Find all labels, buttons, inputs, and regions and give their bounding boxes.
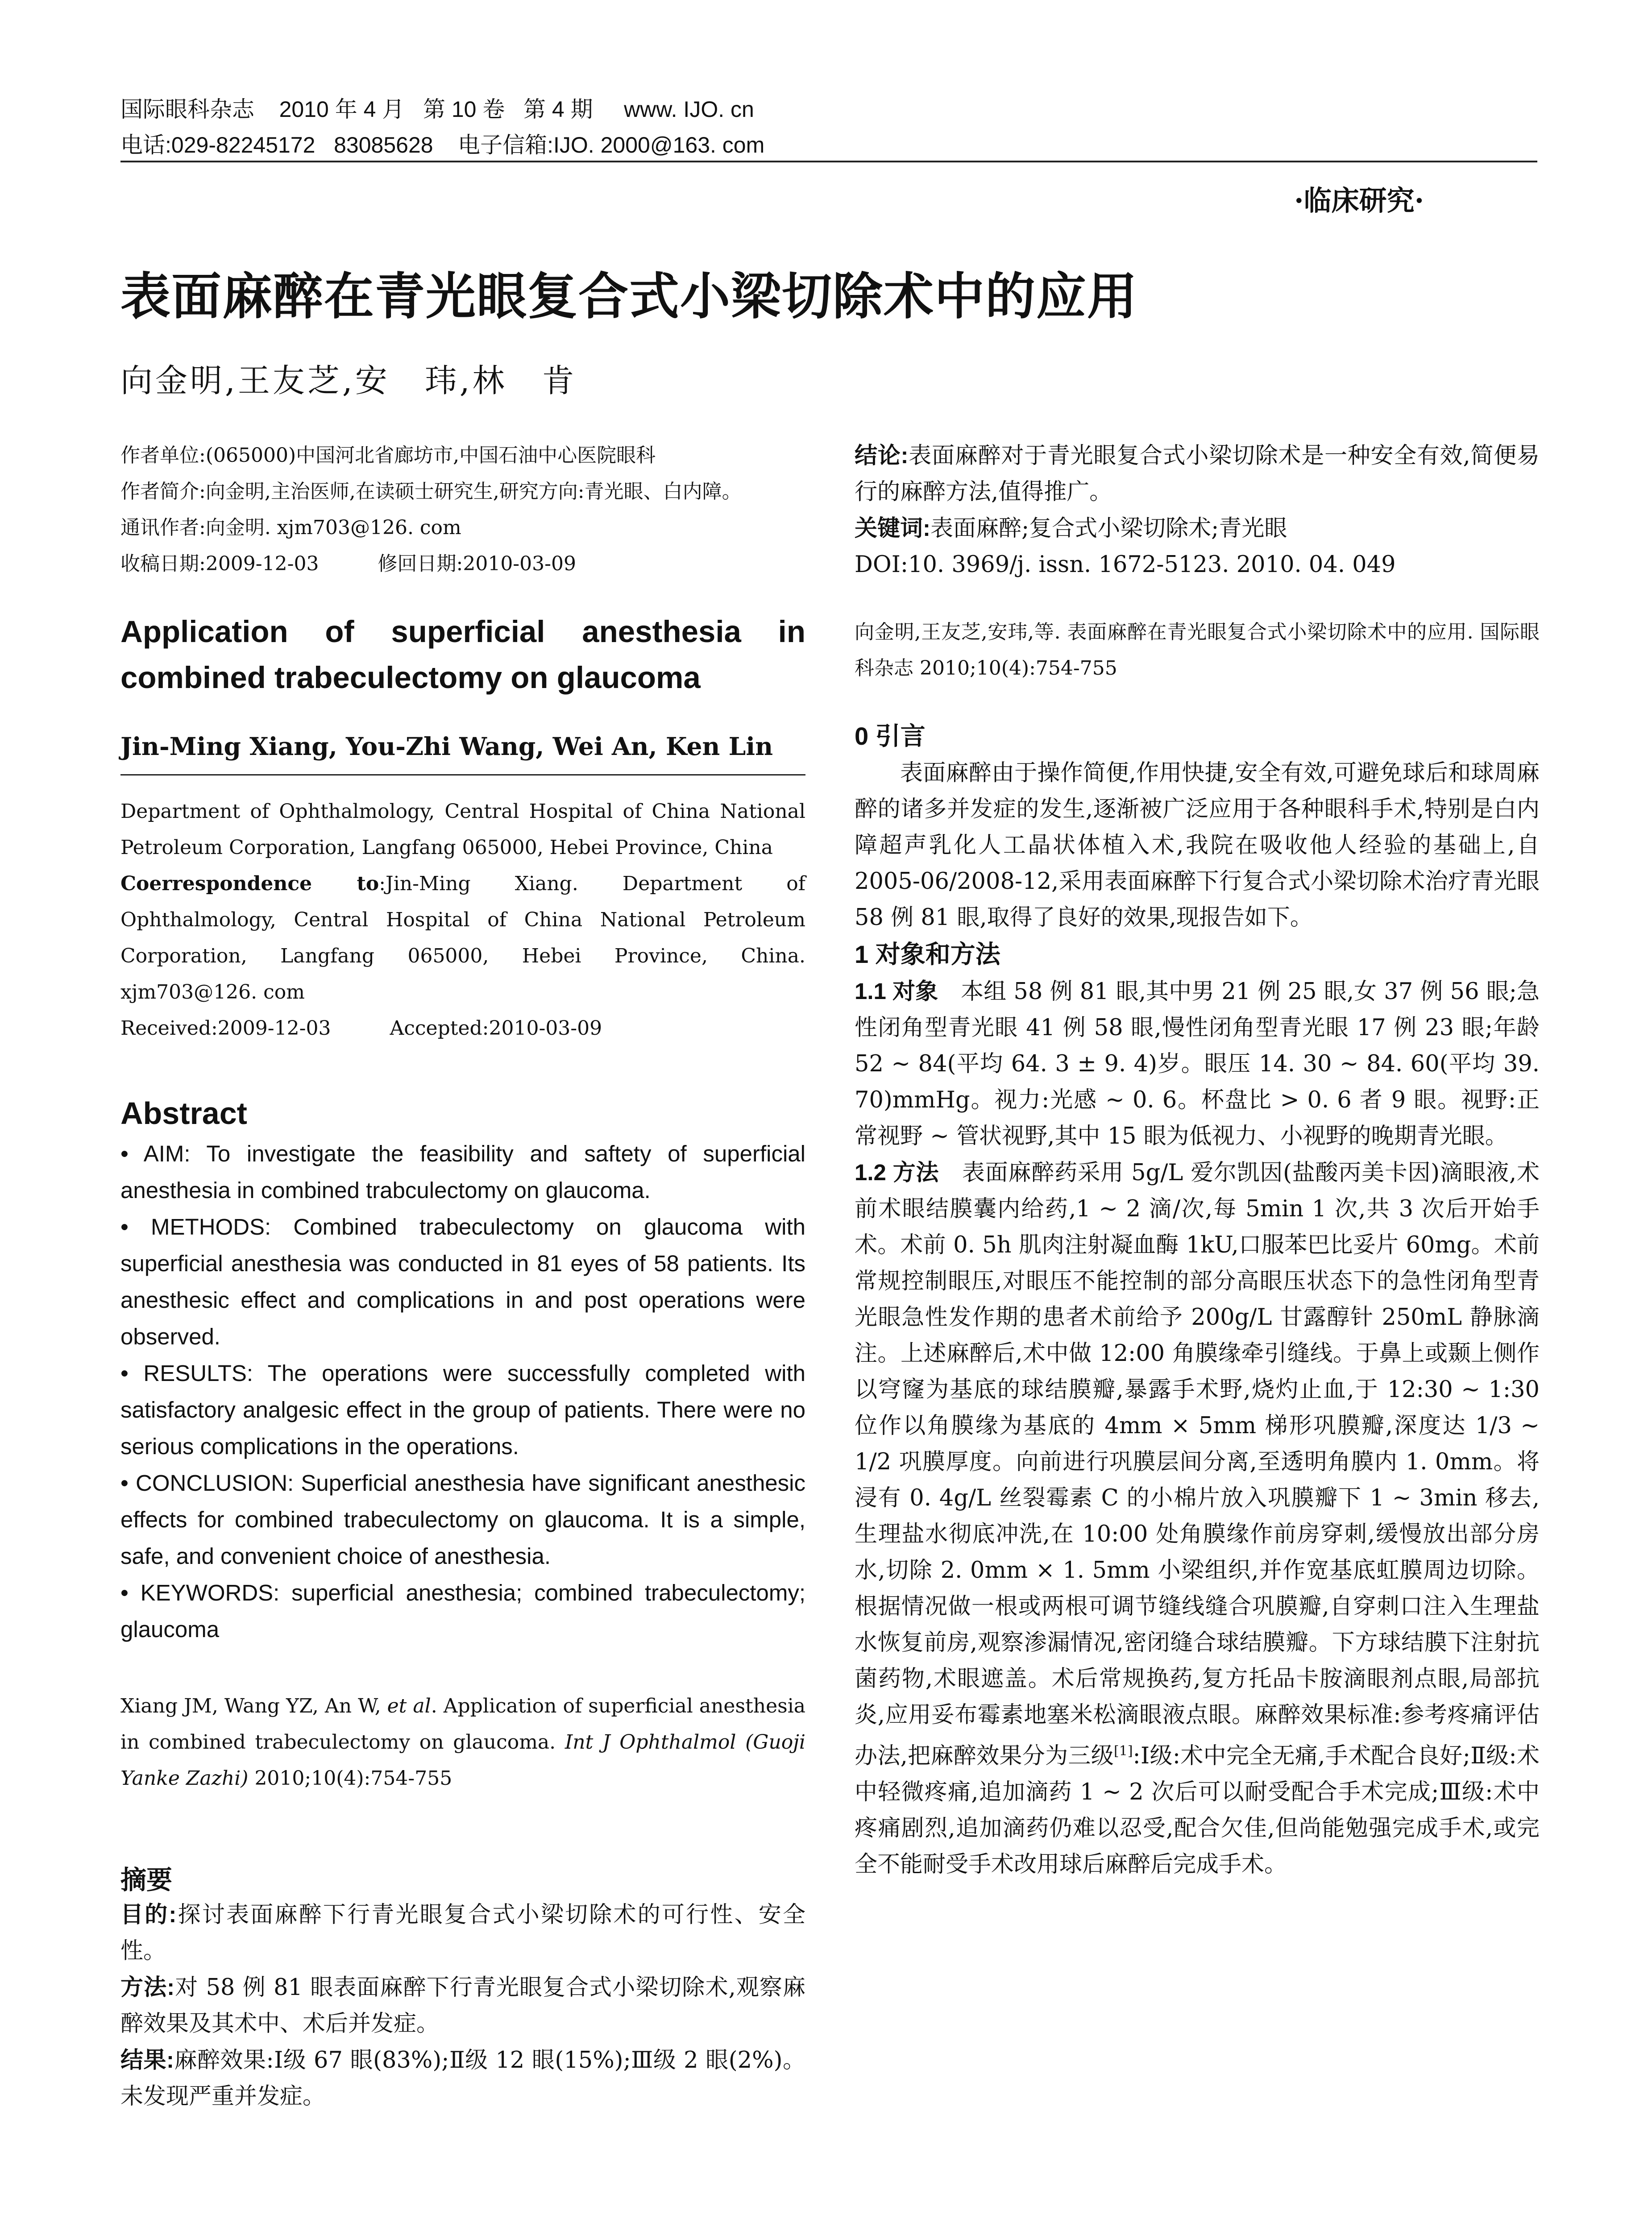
cn-objective [120, 1896, 805, 1969]
affiliation: 作者单位:(065000)中国河北省廊坊市,中国石油中心医院眼科 [120, 444, 656, 467]
section-label: ·临床研究· [1294, 184, 1424, 217]
cn-keywords-text: 表面麻醉;复合式小梁切除术;青光眼 [930, 515, 1287, 542]
section-1-1-label: 1.1 对象 [855, 979, 938, 1004]
corresponding-author: 通讯作者:向金明. xjm703@126. com [120, 516, 461, 539]
cn-methods-label: 方法: [120, 1974, 175, 2000]
correspondence-label: Coerrespondence to [120, 872, 379, 895]
section-1-1-text: 本组 58 例 81 眼,其中男 21 例 25 眼,女 37 例 56 眼;急性闭角型青光眼 41 例 58 眼,慢性闭角型青光眼 17 例 23 眼;年龄 52 ~ 84(平均 64. 3 ± 9. 4)岁。眼压 14. 30 ~ 84. 60(平均 39. 70)mmHg。视力:光感 ~ 0. 6。杯盘比 > 0. 6 者 9 眼。视野:正常视野 ~ 管状视野,其中 15 眼为低视力、小视野的晚期青光眼。 [855, 979, 1540, 1149]
doi: DOI:10. 3969/j. issn. 1672-5123. 2010. 04. 049 [855, 552, 1396, 578]
cn-conclusion-label: 结论: [855, 443, 909, 468]
cn-conclusion [855, 437, 1540, 510]
department-en: Department of Ophthalmology, Central Hospital of China National Petroleum Corporation, Langfang 065000, Hebei Province, China [120, 800, 805, 859]
section-1-heading: 1 对象和方法 [855, 940, 1000, 968]
abstract-aim: • AIM: To investigate the feasibility and saftety of superficial anesthesia in combined trabculectomy on glaucoma. [120, 1141, 805, 1203]
intro-paragraph: 表面麻醉由于操作简便,作用快捷,安全有效,可避免球后和球周麻醉的诸多并发症的发生,逐渐被广泛应用于各种眼科手术,特别是白内障超声乳化人工晶状体植入术,我院在吸收他人经验的基础上,自 2005-06/2008-12,采用表面麻醉下行复合式小梁切除术治疗青光眼 58 例 81 眼,取得了良好的效果,现报告如下。 [855, 760, 1540, 931]
header-line-2: 电话:029-82245172 83085628 电子信箱:IJO. 2000@163. com [120, 133, 765, 158]
abstract-results: • RESULTS: The operations were successfully completed with satisfactory analgesic effect in the group of patients. There were no serious complications in the operations. [120, 1360, 805, 1459]
section-1-2 [855, 1154, 1540, 1883]
cn-methods [120, 1969, 805, 2042]
correspondence-en [120, 866, 805, 1010]
section-0-heading: 0 引言 [855, 722, 926, 750]
left-column [120, 437, 805, 2115]
cn-results [120, 2042, 805, 2115]
abstract-methods: • METHODS: Combined trabeculectomy on glaucoma with superficial anesthesia was conducted in 81 eyes of 58 patients. Its anesthesic effect and complications in and post operations were observed. [120, 1214, 805, 1349]
citation-en-authors: Xiang JM, Wang YZ, An W, [120, 1695, 387, 1717]
abstract-conclusion: • CONCLUSION: Superficial anesthesia have significant anesthesic effects for combined trabeculectomy on glaucoma. It is a simple, safe, and convenient choice of anesthesia. [120, 1470, 805, 1569]
cn-abstract-heading: 摘要 [120, 1866, 173, 1895]
abstract-keywords: • KEYWORDS: superficial anesthesia; combined trabeculectomy; glaucoma [120, 1580, 805, 1642]
cn-conclusion-text: 表面麻醉对于青光眼复合式小梁切除术是一种安全有效,简便易行的麻醉方法,值得推广。 [855, 443, 1540, 505]
received-dates-cn: 收稿日期:2009-12-03 修回日期:2010-03-09 [120, 552, 577, 575]
section-1-2-tail: :Ⅰ级:术中完全无痛,手术配合良好;Ⅱ级:术中轻微疼痛,追加滴药 1 ~ 2 次后可以耐受配合手术完成;Ⅲ级:术中疼痛剧烈,追加滴药仍难以忍受,配合欠佳,但尚能勉强完成手术,或完全不能耐受手术改用球后麻醉后完成手术。 [855, 1743, 1540, 1878]
citation-en-volume: 2010;10(4):754-755 [248, 1767, 452, 1790]
cn-keywords [855, 510, 1540, 547]
section-1-2-label: 1.2 方法 [855, 1160, 939, 1185]
citation-en-etal: et al [387, 1695, 431, 1717]
right-column [855, 437, 1540, 1883]
cn-results-label: 结果: [120, 2047, 174, 2073]
cn-keywords-label: 关键词: [855, 515, 930, 541]
received-en: Received:2009-12-03 Accepted:2010-03-09 [120, 1017, 602, 1040]
header-rule [120, 161, 1537, 162]
correspondence-text: :Jin-Ming Xiang. Department of Ophthalmology, Central Hospital of China National Petroleum Corporation, Langfang 065000, Hebei Province, China. xjm703@126. com [120, 872, 805, 1004]
abstract-heading: Abstract [120, 1096, 247, 1131]
cn-objective-label: 目的: [120, 1902, 177, 1927]
header-line-1: 国际眼科杂志 2010 年 4 月 第 10 卷 第 4 期 www. IJO. cn [120, 97, 754, 122]
author-intro: 作者简介:向金明,主治医师,在读硕士研究生,研究方向:青光眼、白内障。 [120, 480, 742, 503]
citation-cn: 向金明,王友芝,安玮,等. 表面麻醉在青光眼复合式小梁切除术中的应用. 国际眼科杂志 2010;10(4):754-755 [855, 621, 1540, 680]
reference-marker: [1] [1114, 1743, 1133, 1759]
citation-en-title: . Application of superficial anesthesia in combined trabeculectomy on glaucoma. [120, 1695, 805, 1754]
article-title: 表面麻醉在青光眼复合式小梁切除术中的应用 [120, 269, 1138, 324]
section-1-1 [855, 973, 1540, 1154]
authors-cn: 向金明,王友芝,安 玮,林 肯 [120, 362, 577, 399]
author-rule [120, 774, 805, 775]
cn-objective-text: 探讨表面麻醉下行青光眼复合式小梁切除术的可行性、安全性。 [120, 1902, 805, 1964]
cn-results-text: 麻醉效果:Ⅰ级 67 眼(83%);Ⅱ级 12 眼(15%);Ⅲ级 2 眼(2%)。未发现严重并发症。 [120, 2047, 805, 2110]
section-1-2-text: 表面麻醉药采用 5g/L 爱尔凯因(盐酸丙美卡因)滴眼液,术前术眼结膜囊内给药,1 ~ 2 滴/次,每 5min 1 次,共 3 次后开始手术。术前 0. 5h 肌肉注射凝血酶 1kU,口服苯巴比妥片 60mg。术前常规控制眼压,对眼压不能控制的部分高眼压状态下的急性闭角型青光眼急性发作期的患者术前给予 200g/L 甘露醇针 250mL 静脉滴注。上述麻醉后,术中做 12:00 角膜缘牵引缝线。于鼻上或颞上侧作以穹窿为基底的球结膜瓣,暴露手术野,烧灼止血,于 12:30 ~ 1:30 位作以角膜缘为基底的 4mm × 5mm 梯形巩膜瓣,深度达 1/3 ~ 1/2 巩膜厚度。向前进行巩膜层间分离,至透明角膜内 1. 0mm。将浸有 0. 4g/L 丝裂霉素 C 的小棉片放入巩膜瓣下 1 ~ 3min 移去,生理盐水彻底冲洗,在 10:00 处角膜缘作前房穿刺,缓慢放出部分房水,切除 2. 0mm × 1. 5mm 小梁组织,并作宽基底虹膜周边切除。根据情况做一根或两根可调节缝线缝合巩膜瓣,自穿刺口注入生理盐水恢复前房,观察渗漏情况,密闭缝合球结膜瓣。下方球结膜下注射抗菌药物,术眼遮盖。术后常规换药,复方托品卡胺滴眼剂点眼,局部抗炎,应用妥布霉素地塞米松滴眼液点眼。麻醉效果标准:参考疼痛评估办法,把麻醉效果分为三级 [855, 1160, 1540, 1769]
citation-en [120, 1688, 805, 1796]
journal-header [120, 91, 1537, 163]
english-authors: Jin-Ming Xiang, You-Zhi Wang, Wei An, Ken Lin [120, 732, 773, 761]
english-title: Application of superficial anesthesia in combined trabeculectomy on glaucoma [120, 614, 805, 695]
cn-methods-text: 对 58 例 81 眼表面麻醉下行青光眼复合式小梁切除术,观察麻醉效果及其术中、术后并发症。 [120, 1974, 806, 2037]
citation-en-journal: Int J Ophthalmol (Guoji Yanke Zazhi) [120, 1731, 805, 1790]
